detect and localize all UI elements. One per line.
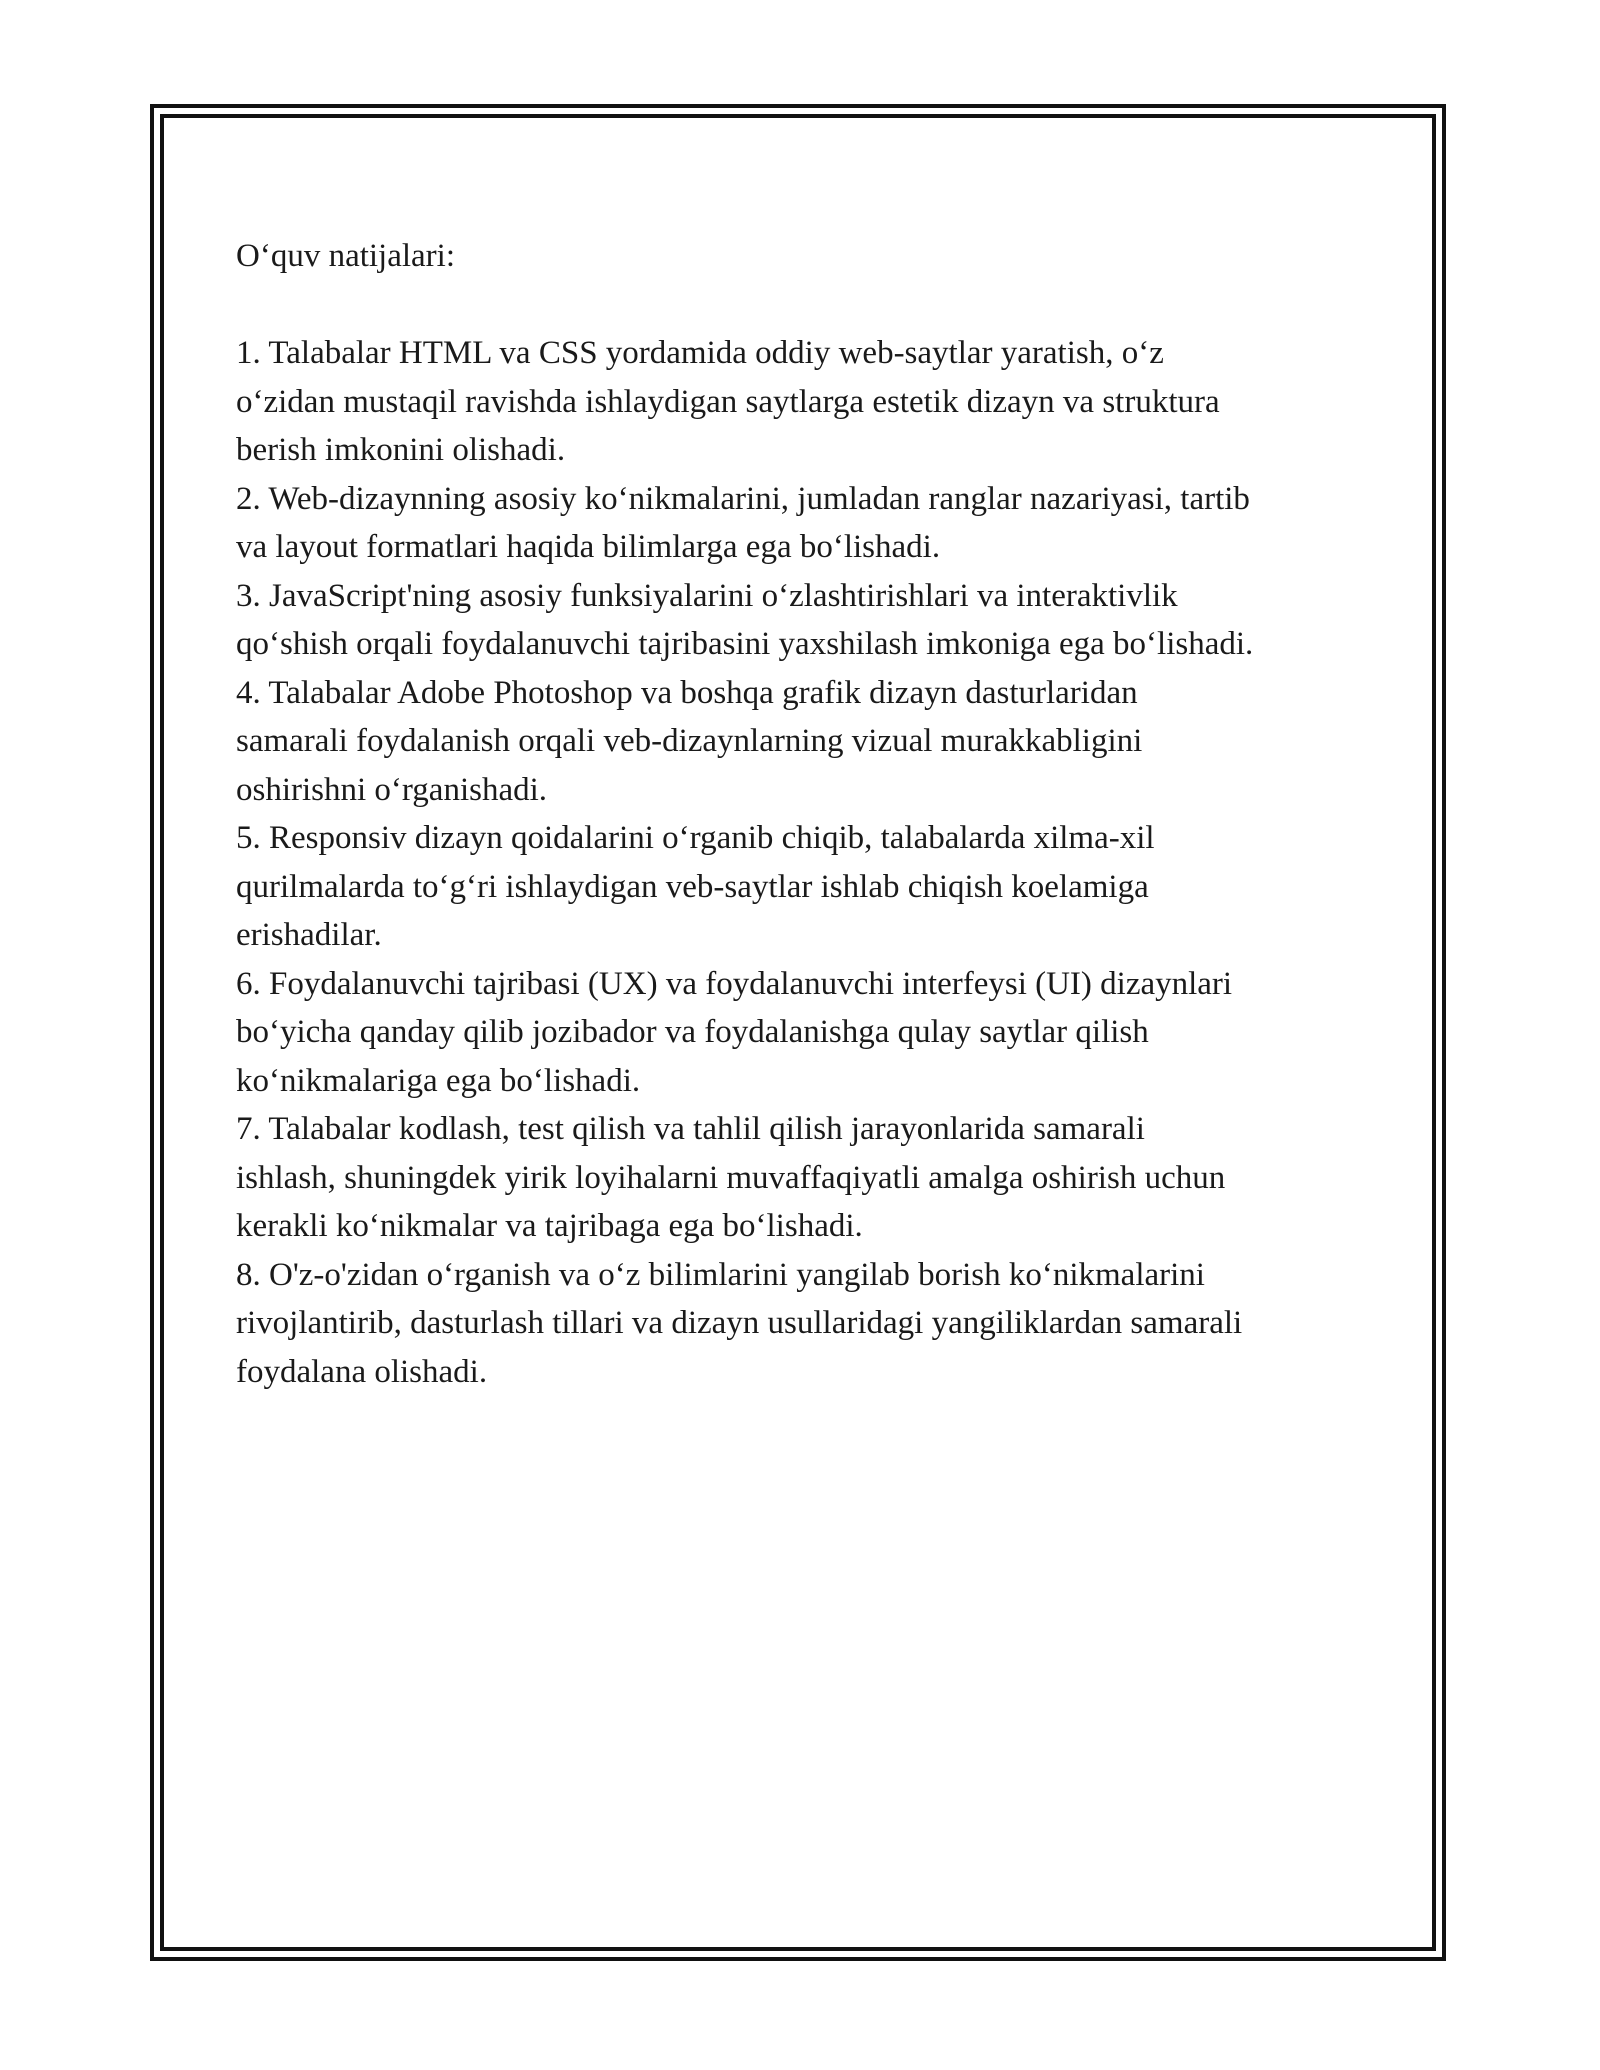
item-7-line-2: ishlash, shuningdek yirik loyihalarni muvaffaqiyatli amalga oshirish uchun [236, 1159, 1226, 1196]
list-item [236, 572, 1376, 669]
list-item [236, 329, 1376, 475]
item-4-line-2: samarali foydalanish orqali veb-dizaynlarning vizual murakkabligini [236, 723, 1143, 759]
item-6-line-2: bo‘yicha qanday qilib jozibador va foydalanishga qulay saytlar qilish [236, 1014, 1149, 1050]
item-6-line-3: ko‘nikmalariga ega bo‘lishadi. [236, 1062, 641, 1099]
document-body [236, 232, 1376, 1396]
item-8-line-2: rivojlantirib, dasturlash tillari va dizayn usullaridagi yangiliklardan samarali [236, 1305, 1243, 1341]
item-7-line-3: kerakli ko‘nikmalar va tajribaga ega bo‘lishadi. [236, 1208, 863, 1244]
item-5-line-1: 5. Responsiv dizayn qoidalarini o‘rganib chiqib, talabalarda xilma-xil [236, 820, 1155, 856]
item-8-line-3: foydalana olishadi. [236, 1353, 488, 1390]
list-item [236, 960, 1376, 1106]
document-heading: O‘quv natijalari: [236, 238, 456, 274]
blank-line [236, 281, 1376, 330]
item-2-line-2: va layout formatlari haqida bilimlarga ega bo‘lishadi. [236, 529, 941, 565]
item-5-line-3: erishadilar. [236, 917, 382, 953]
item-7-line-1: 7. Talabalar kodlash, test qilish va tahlil qilish jarayonlarida samarali [236, 1111, 1145, 1147]
item-5-line-2: qurilmalarda to‘g‘ri ishlaydigan veb-saytlar ishlab chiqish koelamiga [236, 868, 1149, 905]
item-6-line-1: 6. Foydalanuvchi tajribasi (UX) va foydalanuvchi interfeysi (UI) dizaynlari [236, 965, 1233, 1002]
item-2-line-1: 2. Web-dizaynning asosiy ko‘nikmalarini, jumladan ranglar nazariyasi, tartib [236, 480, 1250, 517]
item-1-line-2: o‘zidan mustaqil ravishda ishlaydigan saytlarga estetik dizayn va struktura [236, 383, 1220, 420]
item-4-line-1: 4. Talabalar Adobe Photoshop va boshqa grafik dizayn dasturlaridan [236, 674, 1138, 711]
item-8-line-1: 8. O'z-o'zidan o‘rganish va o‘z bilimlarini yangilab borish ko‘nikmalarini [236, 1256, 1205, 1293]
item-4-line-3: oshirishni o‘rganishadi. [236, 771, 548, 808]
list-item [236, 814, 1376, 960]
item-3-line-2: qo‘shish orqali foydalanuvchi tajribasini yaxshilash imkoniga ega bo‘lishadi. [236, 626, 1254, 662]
list-item [236, 1105, 1376, 1251]
list-item [236, 669, 1376, 815]
list-item [236, 1251, 1376, 1397]
list-item [236, 475, 1376, 572]
item-1-line-3: berish imkonini olishadi. [236, 432, 566, 468]
item-3-line-1: 3. JavaScript'ning asosiy funksiyalarini o‘zlashtirishlari va interaktivlik [236, 577, 1178, 614]
item-1-line-1: 1. Talabalar HTML va CSS yordamida oddiy web-saytlar yaratish, o‘z [236, 335, 1164, 371]
